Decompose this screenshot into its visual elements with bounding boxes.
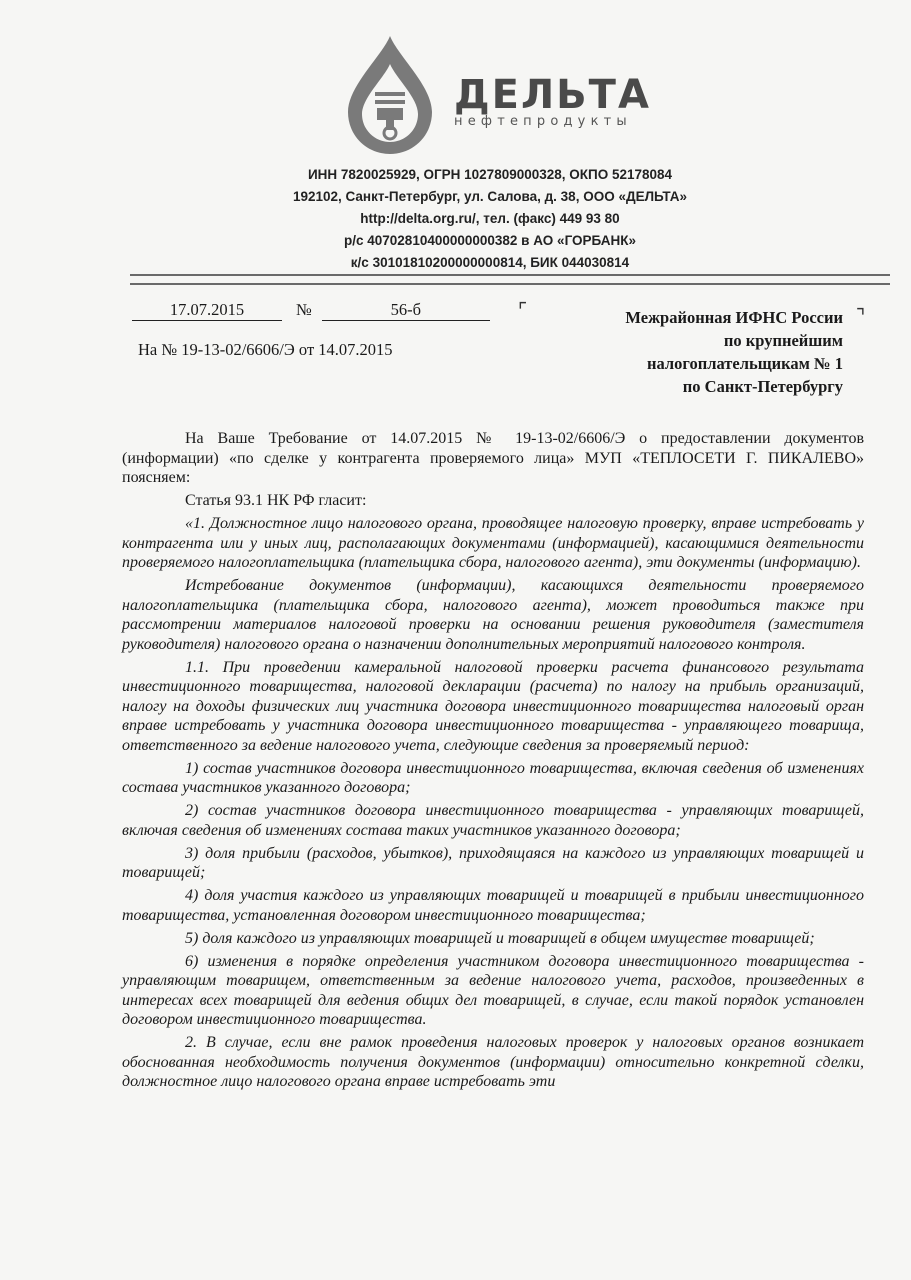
quote-paragraph: Истребование документов (информации), касающихся деятельности проверяемого налогоплательщика (плательщика сбора, налогового агента), может проводиться также при рассмотрении материалов налоговой проверки на основании решения руководителя (заместителя руководителя) налогового органа о назначении дополнительных мероприятий налогового контроля. (122, 577, 864, 653)
brand-block (454, 74, 651, 129)
oil-drop-piston-icon (340, 34, 440, 156)
outgoing-number: 56-б (322, 300, 490, 321)
body-paragraph: На Ваше Требование от 14.07.2015 № 19-13-02/6606/Э о предоставлении документов (информации) «по сделке у контрагента проверяемого лица» МУП «ТЕПЛОСЕТИ Г. ПИКАЛЕВО» поясняем: (122, 430, 864, 486)
outgoing-date-field (132, 300, 282, 321)
letter-body (122, 429, 864, 1095)
company-logo (336, 34, 676, 156)
corner-mark-left: ⌜ (518, 298, 528, 322)
requisites-line: 192102, Санкт-Петербург, ул. Салова, д. 38, ООО «ДЕЛЬТА» (292, 189, 688, 204)
requisites-line: ИНН 7820025929, ОГРН 1027809000328, ОКПО 52178084 (307, 167, 673, 182)
quote-list-item: 1) состав участников договора инвестиционного товарищества, включая сведения об изменениях состава участников указанного договора; (122, 759, 864, 796)
requisites-line: к/с 30101810200000000814, БИК 044030814 (350, 255, 630, 270)
quote-list-item: 3) доля прибыли (расходов, убытков), приходящаяся на каждого из управляющих товарищей и товарищей; (122, 844, 864, 881)
addressee-line: налогоплательщикам № 1 (646, 354, 843, 373)
quote-paragraph: «1. Должностное лицо налогового органа, проводящее налоговую проверку, вправе истребовать у контрагента или у иных лиц, располагающих документами (информацией), касающимися деятельности проверяемого налогоплательщика (плательщика сбора, налогового агента), эти документы (информацию). (122, 515, 864, 571)
requisites-line: р/с 40702810400000000382 в АО «ГОРБАНК» (344, 233, 636, 248)
addressee-block (560, 306, 843, 398)
reference-line (138, 340, 393, 360)
company-requisites (240, 164, 740, 274)
addressee-line: по Санкт-Петербургу (682, 377, 843, 396)
brand-subtitle: нефтепродукты (454, 114, 632, 129)
header-divider (130, 283, 890, 285)
addressee-line: по крупнейшим (723, 331, 843, 350)
reference-prefix: На № (138, 340, 178, 359)
quote-list-item: 6) изменения в порядке определения участником договора инвестиционного товарищества - управляющим товарищем, ответственным за ведение налогового учета, расходов, произведенных в интересах всех товарищей для ведения общих дел товарищей, в случае, если такой порядок установлен договором инвестиционного товарищества. (122, 952, 864, 1028)
brand-name: ДЕЛЬТА (454, 72, 651, 118)
number-sign: № (296, 300, 312, 319)
quote-list-item: 5) доля каждого из управляющих товарищей и товарищей в общем имуществе товарищей; (185, 929, 815, 947)
quote-list-item: 4) доля участия каждого из управляющих товарищей и товарищей в прибыли инвестиционного товарищества, установленная договором инвестиционного товарищества; (122, 887, 864, 924)
reference-number: 19-13-02/6606/Э (181, 340, 295, 359)
quote-paragraph: 2. В случае, если вне рамок проведения налоговых проверок у налоговых органов возникает обоснованная необходимость получения документов (информации) относительно конкретной сделки, должностное лицо налогового органа вправе истребовать эти (122, 1034, 864, 1090)
addressee-line: Межрайонная ИФНС России (625, 308, 843, 327)
quote-paragraph: 1.1. При проведении камеральной налоговой проверки расчета финансового результата инвестиционного товарищества, налоговой декларации (расчета) по налогу на прибыль организаций, налогу на доходы физических лиц участника договора инвестиционного товарищества налоговый орган вправе истребовать у участника договора инвестиционного товарищества - управляющего товарища, ответственного за ведение налогового учета, следующие сведения за проверяемый период: (122, 658, 864, 754)
reference-date: 14.07.2015 (318, 340, 393, 359)
reference-from: от (298, 340, 315, 359)
quote-list-item: 2) состав участников договора инвестиционного товарищества - управляющих товарищей, включая сведения об изменениях состава таких участников указанного договора; (122, 802, 864, 839)
outgoing-date: 17.07.2015 (132, 300, 282, 321)
corner-mark-right: ⌝ (856, 304, 866, 328)
requisites-line: http://delta.org.ru/, тел. (факс) 449 93 80 (360, 211, 620, 226)
header-divider (130, 274, 890, 276)
outgoing-number-field (296, 300, 490, 321)
body-paragraph: Статья 93.1 НК РФ гласит: (185, 492, 367, 509)
